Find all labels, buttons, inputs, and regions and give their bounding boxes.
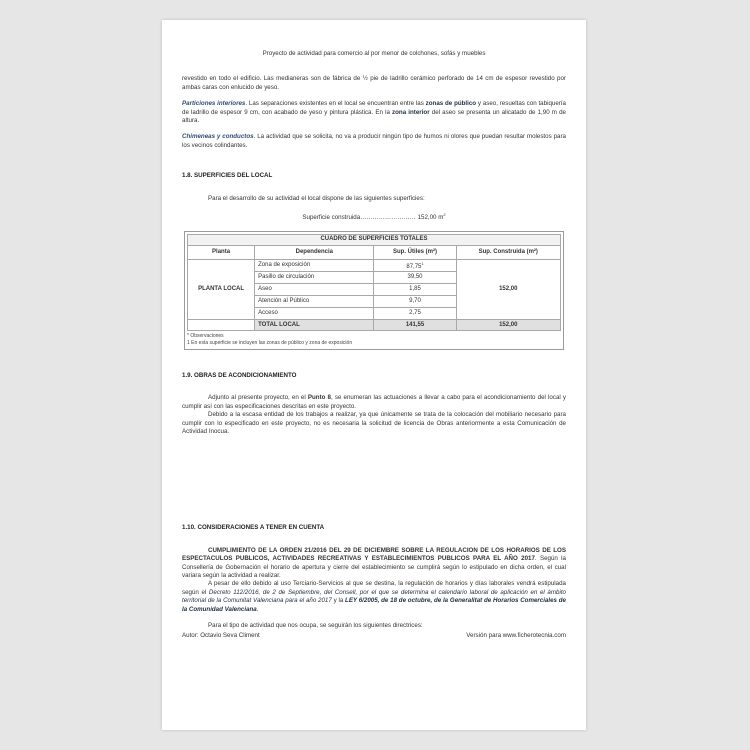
built-total-cell: 152,00 <box>456 259 560 319</box>
util-cell: 1,85 <box>374 283 456 295</box>
section-1-10-paragraph-1: CUMPLIMIENTO DE LA ORDEN 21/2016 DEL 29 DE DICIEMBRE SOBRE LA REGULACION DE LOS HORARIOS DE LOS ESPECTACULOS PUBLICOS, ACTIVIDADES RECREATIVAS Y ESTABLECIMIENTOS PUBLICOS PARA EL AÑO 2017. Según la Consellería de Gobernación el horario de apertura y cierre del establecimiento se cumplirá según lo estipulado en dicha orden, el cual variara según la actividad a realizar. <box>182 546 566 579</box>
table-notes: * Observaciones 1 En esta superficie se incluyen las zonas de público y zona de exposición <box>187 332 353 346</box>
table-header-sup-utiles: Sup. Útiles (m²) <box>374 245 456 259</box>
page-header: Proyecto de actividad para comercio al por menor de colchones, sofás y muebles <box>262 50 486 57</box>
total-label-cell: TOTAL LOCAL <box>255 319 374 330</box>
util-cell: 39,50 <box>374 271 456 283</box>
table-header-dependencia: Dependencia <box>255 245 374 259</box>
table-header-planta: Planta <box>188 245 255 259</box>
footer-author: Autor: Octavio Seva Climent <box>182 632 260 640</box>
intro-paragraph: revestido en todo el edificio. Las medianeras son de fábrica de ½ pie de ladrillo cerámico perforado de 14 cm de espesor revestido por ambas caras con enlucido de yeso. <box>182 75 566 91</box>
dependency-cell: Pasillo de circulación <box>255 271 374 283</box>
util-cell: 87,75$^1$ <box>374 259 456 271</box>
table-caption: CUADRO DE SUPERFICIES TOTALES <box>188 234 561 245</box>
section-1-8-intro: Para el desarrollo de su actividad el local dispone de las siguientes superficies: <box>208 194 425 202</box>
footer-version: Versión para www.ficherotecnia.com <box>466 632 566 640</box>
dependency-cell: Acceso <box>255 307 374 319</box>
surfaces-table <box>187 234 561 331</box>
document-page <box>162 20 586 730</box>
section-1-9-paragraph-1: Adjunto al presente proyecto, en el Punto 8, se enumeran las actuaciones a llevar a cabo para el acondicionamiento del local y cumplir así con las especificaciones descritas en este proyecto. <box>182 394 566 410</box>
section-1-9-title: 1.9. OBRAS DE ACONDICIONAMIENTO <box>182 371 297 379</box>
util-cell: 2,75 <box>374 307 456 319</box>
section-1-10-paragraph-3: Para el tipo de actividad que nos ocupa, se seguirán los siguientes directrices: <box>208 622 423 630</box>
surfaces-table-box <box>184 231 564 350</box>
total-util-cell: 141,55 <box>374 319 456 330</box>
table-total-row <box>188 319 561 330</box>
section-1-9-paragraph-2: Debido a la escasa entidad de los trabajos a realizar, ya que únicamente se trata de la colocación del mobiliario necesario para cumplir con lo especificado en este proyecto, no es necesaria la solicitud de licencia de Obras anteriormente a esta Comunicación de Actividad Inocua. <box>182 411 566 435</box>
section-1-8-title: 1.8. SUPERFICIES DEL LOCAL <box>182 172 273 180</box>
page-footer <box>182 632 566 640</box>
partitions-paragraph: Particiones interiores. Las separaciones existentes en el local se encuentran entre las zonas de público y aseo, resueltas con tabiquería de ladrillo de espesor 9 cm, con acabado de yeso y pintura plástica. En la zona interior del aseo se presenta un alicatado de 1,90 m de altura. <box>182 100 566 125</box>
plant-cell: PLANTA LOCAL <box>188 259 255 319</box>
section-1-10-title: 1.10. CONSIDERACIONES A TENER EN CUENTA <box>182 524 325 532</box>
chimneys-paragraph: Chimeneas y conductos. La actividad que se solicita, no va a producir ningún tipo de humos ni olores que puedan resultar molestos para los vecinos colindantes. <box>182 133 566 149</box>
dependency-cell: Aseo <box>255 283 374 295</box>
built-surface-line: Superficie construida……………………… 152,00 $m^2$ <box>302 212 446 222</box>
util-cell: 9,70 <box>374 295 456 307</box>
section-1-10-paragraph-2: A pesar de ello debido al uso Terciario-Servicios al que se destina, la regulación de horarios y días laborales vendrá estipulada según el Decreto 112/2016, de 2 de Septiembre, del Consell, por el que se determina el calendario laboral de aplicación en el ámbito territorial de la Comunitat Valenciana para el año 2017 y la LEY 6/2005, de 18 de octubre, de la Generalitat de Horarios Comerciales de la Comunidad Valenciana. <box>182 580 566 613</box>
table-row <box>188 259 561 271</box>
table-header-sup-construida: Sup. Construida (m²) <box>456 245 560 259</box>
total-built-cell: 152,00 <box>456 319 560 330</box>
chimneys-label: Chimeneas y conductos <box>182 133 254 141</box>
dependency-cell: Atención al Público <box>255 295 374 307</box>
partitions-label: Particiones interiores <box>182 100 246 108</box>
dependency-cell: Zona de exposición <box>255 259 374 271</box>
